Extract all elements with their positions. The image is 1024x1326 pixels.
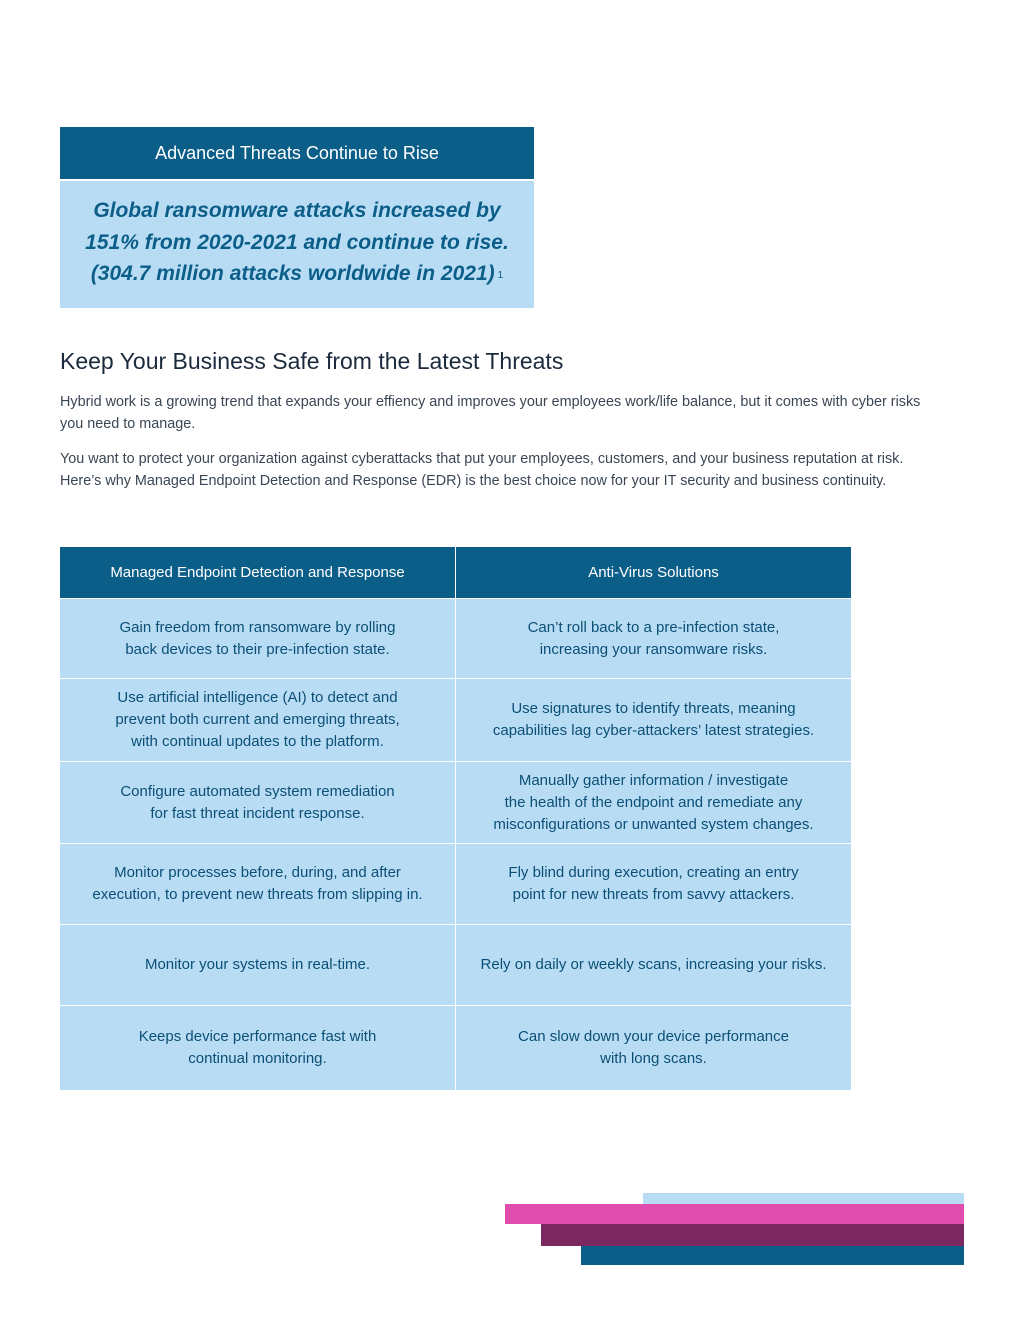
cell-line: increasing your ransomware risks. <box>539 640 768 658</box>
callout-line: 151% from 2020-2021 and continue to rise. <box>85 230 509 254</box>
decorative-stripe-plum <box>541 1224 964 1246</box>
cell-line: Rely on daily or weekly scans, increasing your risks. <box>480 956 827 973</box>
cell-line: continual monitoring. <box>188 1050 327 1067</box>
cell-line: Manually gather information / investigate <box>518 771 789 789</box>
cell-line: Use signatures to identify threats, meaning <box>511 700 796 717</box>
cell-line: Keeps device performance fast with <box>138 1028 377 1045</box>
edr-cell <box>60 599 456 679</box>
section-title: Keep Your Business Safe from the Latest Threats <box>60 348 564 374</box>
antivirus-cell <box>456 844 852 925</box>
cell-line: for fast threat incident response. <box>150 804 365 822</box>
callout-line: Global ransomware attacks increased by <box>93 199 501 222</box>
table-row <box>60 844 851 925</box>
threats-callout <box>60 127 534 308</box>
header-anti-virus: Anti-Virus Solutions <box>456 547 852 599</box>
decorative-stripe-light-blue <box>643 1193 964 1204</box>
edr-cell <box>60 925 456 1006</box>
cell-line: Monitor processes before, during, and after <box>114 864 401 881</box>
callout-line <box>80 258 514 290</box>
antivirus-cell <box>456 679 852 762</box>
comparison-table <box>60 547 851 1090</box>
cell-line: Can’t roll back to a pre-infection state, <box>527 618 780 636</box>
cell-line: with continual updates to the platform. <box>131 733 384 750</box>
decorative-stripe-pink <box>505 1204 964 1224</box>
edr-cell <box>60 1006 456 1091</box>
callout-title: Advanced Threats Continue to Rise <box>60 127 534 181</box>
cell-line: prevent both current and emerging threats, <box>115 711 400 728</box>
table-row <box>60 599 851 679</box>
callout-statistic <box>60 181 534 290</box>
table-row <box>60 925 851 1006</box>
cell-line: execution, to prevent new threats from slipping in. <box>92 886 423 903</box>
header-managed-edr: Managed Endpoint Detection and Response <box>60 547 456 599</box>
cell-line: Use artificial intelligence (AI) to detect and <box>117 689 398 706</box>
cell-line: the health of the endpoint and remediate any <box>504 793 803 811</box>
cell-line: Fly blind during execution, creating an entry <box>508 864 799 881</box>
cell-line: back devices to their pre-infection state. <box>125 640 390 658</box>
table-row <box>60 762 851 844</box>
table-header-row <box>60 547 851 599</box>
antivirus-cell <box>456 762 852 844</box>
antivirus-cell <box>456 1006 852 1091</box>
footnote-marker: 1 <box>497 270 504 281</box>
cell-line: with long scans. <box>600 1050 707 1067</box>
antivirus-cell <box>456 599 852 679</box>
intro-paragraph: Hybrid work is a growing trend that expands your effiency and improves your employees work/life balance, but it comes with cyber risks you need to manage. <box>60 394 921 432</box>
table-row <box>60 679 851 762</box>
cell-line: capabilities lag cyber-attackers’ latest strategies. <box>492 722 815 739</box>
cell-line: Monitor your systems in real-time. <box>144 956 371 973</box>
decorative-stripe-blue <box>581 1246 964 1265</box>
cell-line: Can slow down your device performance <box>518 1028 789 1045</box>
antivirus-cell <box>456 925 852 1006</box>
edr-paragraph: You want to protect your organization against cyberattacks that put your employees, customers, and your business reputation at risk. Here’s why Managed Endpoint Detection and Response (EDR) is the best choice now for your IT security and business continuity. <box>60 451 904 489</box>
cell-line: misconfigurations or unwanted system changes. <box>493 815 814 833</box>
cell-line: Configure automated system remediation <box>120 782 395 800</box>
cell-line: Gain freedom from ransomware by rolling <box>119 618 396 636</box>
edr-cell <box>60 762 456 844</box>
edr-cell <box>60 844 456 925</box>
cell-line: point for new threats from savvy attackers. <box>512 886 795 903</box>
edr-cell <box>60 679 456 762</box>
table-row <box>60 1006 851 1091</box>
callout-line-text: (304.7 million attacks worldwide in 2021) <box>90 262 495 285</box>
